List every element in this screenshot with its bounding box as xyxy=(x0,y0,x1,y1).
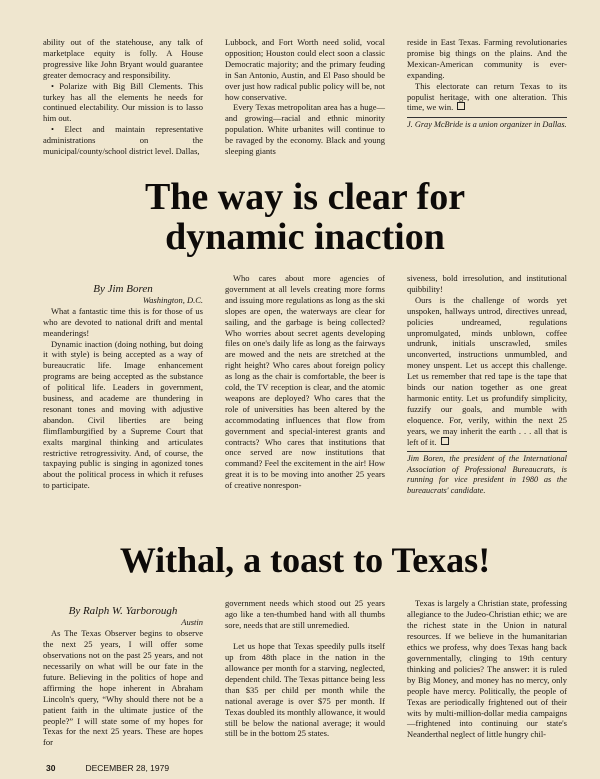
paragraph: reside in East Texas. Farming revolutionaries promise big things on the plains. And the Mexican-American community is ever-expanding. xyxy=(407,37,567,80)
paragraph xyxy=(407,295,567,448)
byline: By Jim Boren xyxy=(93,282,153,295)
paragraph: • Elect and maintain representative administrations on the municipal/county/school district level. Dallas, xyxy=(43,124,203,157)
page-footer xyxy=(46,763,169,773)
article-headline: Withal, a toast to Texas! xyxy=(119,540,491,581)
author-note: J. Gray McBride is a union organizer in Dallas. xyxy=(407,117,567,131)
paragraph: ability out of the statehouse, any talk of marketplace equity is folly. A House progressive like John Bryant would guarantee greater democracy and responsibility. xyxy=(43,37,203,80)
article-headline xyxy=(43,177,567,257)
page-number: 30 xyxy=(46,763,56,773)
paragraph xyxy=(407,81,567,114)
paragraph: siveness, bold irresolution, and institutional quibbility! xyxy=(407,272,567,294)
paragraph: What a fantastic time this is for those of us who are devoted to national drift and mental meanderings! xyxy=(43,305,203,338)
paragraph-text: This electorate can return Texas to its populist heritage, with one alteration. This time, we win. xyxy=(407,80,567,113)
column-1 xyxy=(43,273,203,497)
headline-line-1: The way is clear for xyxy=(144,175,466,218)
continued-article xyxy=(43,0,567,157)
article-columns xyxy=(43,598,567,748)
column-3 xyxy=(407,598,567,748)
paragraph: Who cares about more agencies of government at all levels creating more forms and issuing more regulations as long as the ski slopes are open, the waterways are clear for sailing, and the garbage is being collected? Who worries about secret agents developing files on one's daily life as long as the fairways are mowed and the nets are stretched at the right height? Who cares about foreign policy as long as the chair is comfortable, the beer is cold, the TV reception is clear, and the atomic weapons are deployed? Who cares that the role of universities has been altered by the accommodating influences that flow from government and special-interest grants and contracts? Who cares that institutions that once served are now institutions that command? Feel the excitement in the air! How great it is to be moving into another 25 years of creative nonrespon- xyxy=(225,272,385,491)
dateline: Austin xyxy=(181,617,203,628)
paragraph: Texas is largely a Christian state, professing allegiance to the Judeo-Christian ethic; we are the richest state in the Union in natural resources. If we believe in the humanitarian ethics we profess, why does Texas hang back governmentally, clinging to 19th century thinking and policies? The answer: it is ruled by Big Money, and money has no mercy, only people have mercy. Politically, the people of Texas are periodically frightened out of their wits by multi-million-dollar media campaigns—frightened into continuing our state's Neanderthal neglect of little hungry chil- xyxy=(407,598,567,740)
article-toast-to-texas xyxy=(43,540,567,748)
column-1 xyxy=(43,598,203,748)
paragraph: Lubbock, and Fort Worth need solid, vocal opposition; Houston could elect soon a classic Democratic majority; and the primary feuding in San Antonio, Austin, and El Paso should be over just how radical public policy will be, not how conservative. xyxy=(225,37,385,102)
article-dynamic-inaction xyxy=(43,177,567,497)
paragraph: government needs which stood out 25 years ago like a ten-thumbed hand with all thumbs sore, needs that are still unremedied. xyxy=(225,598,385,631)
author-note: Jim Boren, the president of the International Association of Professional Bureaucrats, is running for vice president in 1980 as the bureaucrats' candidate. xyxy=(407,451,567,496)
column-2 xyxy=(225,273,385,497)
column-2 xyxy=(225,37,385,157)
paragraph-text: Ours is the challenge of words yet unspoken, hallways untrod, directives unread, policies undreamed, regulations unpromulgated, minds unblown, coffee undrunk, initials unscrawled, smiles unconverted, instructions unmumbled, and money unspent. Let us accept this challenge. Let us remember that red tape is the tape that binds our nation together as one great harmonic entity. Let us profundify simplicity, fuzzify our goals, and mumble with eloquence. For, verily, within the next 25 years, we may inherit the earth . . . all that is left of it. xyxy=(407,294,567,447)
column-2 xyxy=(225,598,385,748)
column-3 xyxy=(407,273,567,497)
paragraph: • Polarize with Big Bill Clements. This turkey has all the elements he needs for continued electability. Our mission is to lasso him out. xyxy=(43,81,203,125)
column-3 xyxy=(407,37,567,157)
paragraph: Dynamic inaction (doing nothing, but doing it with style) is being accepted as a way of bureaucratic life. Image enhancement programs are being accepted as the substance of political life. Leaders in government, business, and academe are thundering in resonant tones and moving with adjustive abandon. Civil liberties are being flimflamburgified by a Supreme Court that exalts marginal thinking and articulates restrictive retrogressivity. And, of course, the taxpaying public is singing in agonized tones about the political process in which it refuses to participate. xyxy=(43,338,203,491)
dateline: Washington, D.C. xyxy=(142,294,203,305)
issue-date: DECEMBER 28, 1979 xyxy=(85,763,170,773)
byline: By Ralph W. Yarborough xyxy=(68,605,178,618)
end-mark-icon xyxy=(441,437,449,445)
end-mark-icon xyxy=(457,102,465,110)
article-columns xyxy=(43,273,567,497)
paragraph: As The Texas Observer begins to observe the next 25 years, I will offer some observations not on the past 25 years, and not necessarily on what will be our fate in the future. Believing in the politics of hope and affirming the hope inherent in Abraham Lincoln's query, “Why should there not be a patient faith in the ultimate justice of the people?” I will state some of my hopes for Texas for the next 25 years. These are hopes for xyxy=(43,628,203,748)
headline-line-2: dynamic inaction xyxy=(165,215,445,258)
paragraph: Let us hope that Texas speedily pulls itself up from 48th place in the nation in the allowance per month for a starving, neglected, dependent child. The Texas pittance being less than $35 per child per month while the national average is over $75 per month. If Texas doubled its monthly allowance, it would still be below the national average; it would still be in the bottom 25 states. xyxy=(225,641,385,739)
paragraph: Every Texas metropolitan area has a huge—and growing—racial and ethnic minority population. White urbanites will continue to be ravaged by the economy. Black and young sleeping giants xyxy=(225,102,385,157)
column-1 xyxy=(43,37,203,157)
